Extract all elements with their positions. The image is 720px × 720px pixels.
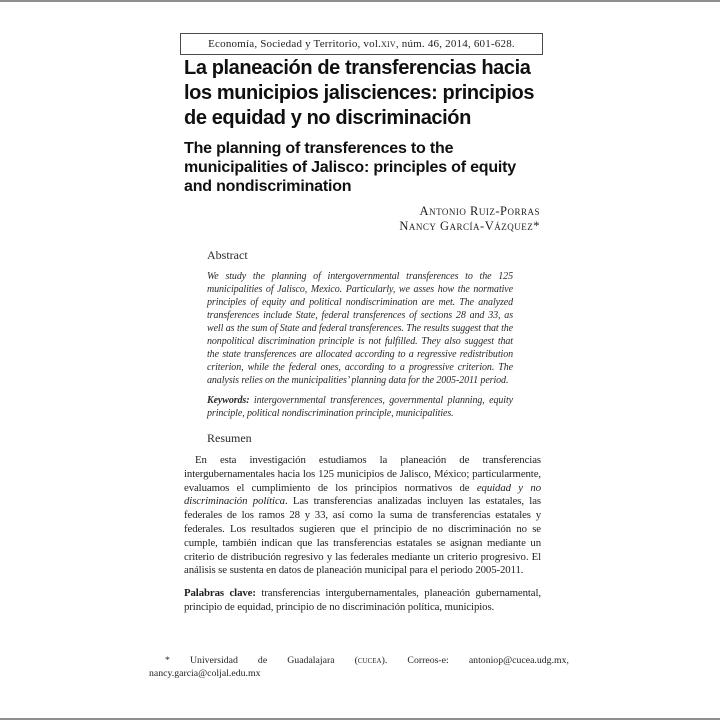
title-es-line-2: los municipios jalisciences: principios: [184, 82, 535, 104]
resumen-heading: Resumen: [207, 431, 252, 445]
palabras-clave-text: transferencias intergubernamentales, planeación gubernamental, principio de equidad, principio de no discriminación política, municipios.: [184, 587, 541, 613]
author-list: [399, 204, 540, 234]
resumen-body-post: . Las transferencias analizadas incluyen las estatales, las federales de los ramos 28 y 33, así como la suma de transferencias estatales y federales. Los resultados sugieren que el principio de no discriminación no se cumple, también indican que las transferencias estatales se asignan mediante un criterio de distribución regresivo y las federales mediante un criterio progresivo. El análisis se sustenta en datos de planeación municipal para el periodo 2005-2011.: [184, 495, 541, 577]
title-en-line-2: municipalities of Jalisco: principles of equity: [184, 159, 517, 176]
abstract-block: [207, 249, 513, 445]
article-title-english: [184, 139, 564, 196]
author-name-1: Antonio Ruiz-Porras: [419, 204, 540, 218]
resumen-body-pre: En esta investigación estudiamos la planeación de transferencias intergubernamentales hacia los 125 municipios de Jalisco, México; particularmente, evaluamos el cumplimiento de los principios normativos de: [184, 454, 541, 494]
footnote-pre: * Universidad de Guadalajara (: [165, 655, 358, 666]
footnote-org-acronym: cucea: [357, 655, 382, 666]
article-title-spanish: [184, 56, 564, 131]
journal-header: [180, 33, 543, 55]
abstract-resumen-column: [184, 249, 541, 615]
resumen-body-italic: equidad y no discriminación política: [184, 481, 541, 508]
keywords-label: Keywords:: [207, 395, 250, 406]
author-name-2: Nancy García-Vázquez*: [399, 219, 540, 233]
author-affiliation-footnote: [149, 655, 569, 680]
palabras-clave-label: Palabras clave:: [184, 587, 256, 600]
resumen-body: [184, 454, 541, 578]
journal-header-pre: Economía, Sociedad y Territorio, vol.: [208, 38, 382, 50]
title-en-line-1: The planning of transferences to the: [184, 140, 454, 157]
title-en-line-3: and nondiscrimination: [184, 178, 352, 195]
palabras-clave-line: [184, 587, 541, 615]
footnote-post: ). Correos-e: antoniop@cucea.udg.mx, nancy.garcia@coljal.edu.mx: [149, 655, 569, 679]
journal-volume-roman: xiv: [381, 38, 396, 50]
page-top-edge-line: [0, 0, 720, 2]
abstract-body: We study the planning of intergovernmental transferences to the 125 municipalities of Jalisco, Mexico. Particularly, we asses how the normative principles of equity and political nondiscrimination are met. The analyzed transferences include State, federal transferences of sections 28 and 33, as well as the sum of State and federal transferences. The results suggest that the nonpolitical discrimination principle is not fulfilled. They also suggest that the state transferences are allocated according to a regressive redistribution criterion, while the federal ones, according to a progressive criterion. The analysis relies on the municipalities’ planning data for the 2005-2011 period.: [207, 271, 513, 386]
title-es-line-1: La planeación de transferencias hacia: [184, 57, 531, 79]
keywords-line: [207, 394, 513, 420]
abstract-heading: Abstract: [207, 248, 248, 262]
journal-header-post: , núm. 46, 2014, 601-628.: [395, 38, 515, 50]
keywords-text: intergovernmental transferences, governmental planning, equity principle, political nondiscrimination principle, municipalities.: [207, 395, 513, 419]
title-es-line-3: de equidad y no discriminación: [184, 107, 471, 129]
